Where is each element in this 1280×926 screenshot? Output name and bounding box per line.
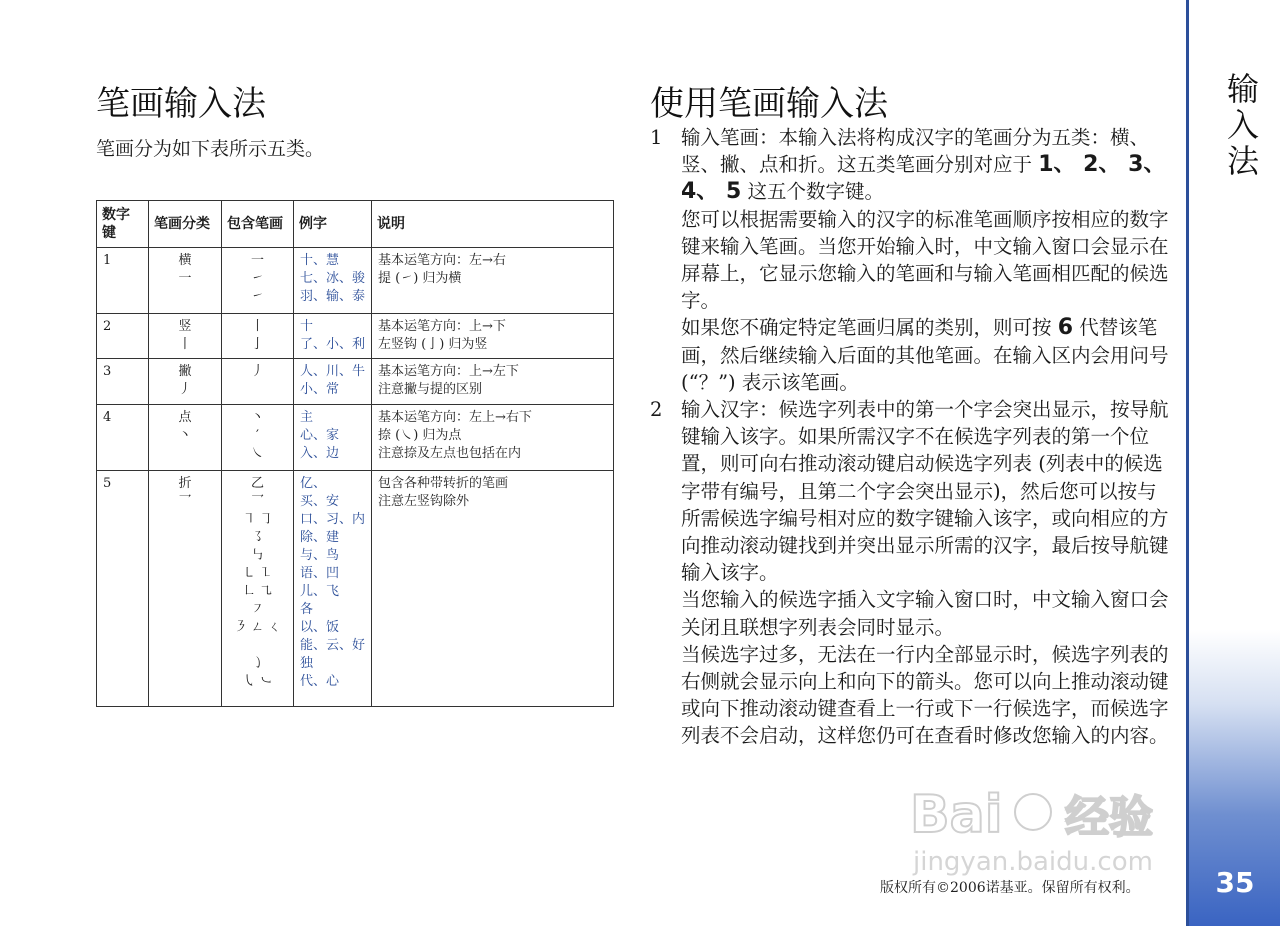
row-strokes-line: ㇀	[250, 271, 264, 286]
row-examples-line: 主	[300, 410, 314, 425]
row-category	[149, 405, 222, 471]
row-examples-line: 十、慧	[300, 253, 340, 268]
header-key: 数字键	[97, 201, 149, 248]
row-strokes-line: ㇁	[250, 656, 264, 671]
row-examples-line: 儿、飞	[300, 584, 340, 599]
stroke-table-row	[97, 471, 614, 707]
row-examples-line: 语、凹	[300, 566, 340, 581]
row-strokes-line: 丨	[250, 319, 264, 334]
row-notes-line: 注意捺及左点也包括在内	[378, 446, 522, 461]
step-1	[650, 124, 1170, 396]
row-category-line: 乛	[178, 494, 192, 509]
step-1-para-2: 您可以根据需要输入的汉字的标准笔画顺序按相应的数字键来输入笔画。当您开始输入时，中文输入窗口会显示在屏幕上，它显示您输入的笔画和与输入笔画相匹配的候选字。	[681, 207, 1169, 313]
row-examples-line: 与、鸟	[300, 548, 340, 563]
row-strokes-line: ㇕ ㇆	[242, 512, 273, 527]
row-examples-line: 各	[300, 602, 314, 617]
row-strokes	[222, 359, 294, 405]
row-examples-line: 心、家	[300, 428, 340, 443]
watermark-url: jingyan.baidu.com	[913, 847, 1153, 877]
baidu-watermark	[905, 770, 1180, 880]
step-1-text-end: 这五个数字键。	[741, 180, 884, 204]
step-2-para-3: 当候选字过多，无法在一行内全部显示时，候选字列表的右侧就会显示向上和向下的箭头。您可以向上推动滚动键或向下推动滚动键查看上一行或下一行候选字，而候选字列表不会启动，这样您仍可在查看时修改您输入的内容。	[681, 642, 1169, 748]
row-key: 2	[97, 314, 149, 359]
watermark-brand: Bai	[910, 785, 1003, 845]
row-strokes-line: 丿	[250, 364, 264, 379]
row-notes-line: 基本运笔方向：左→右	[378, 253, 506, 268]
row-examples-line: 入、边	[300, 446, 340, 461]
row-examples-line: 小、常	[300, 382, 340, 397]
row-notes	[372, 359, 614, 405]
row-strokes-line: ㇌	[250, 530, 264, 545]
row-strokes-line: 乙	[250, 476, 264, 491]
copyright: 版权所有©2006诺基亚。保留所有权利。	[880, 880, 1140, 896]
row-examples-line: 独	[300, 656, 314, 671]
page-number: 35	[1215, 866, 1255, 899]
step-number: 2	[650, 398, 663, 422]
steps-list	[650, 124, 1170, 750]
side-tab-title: 输入法	[1222, 72, 1260, 180]
row-strokes-line: ㇇	[250, 602, 264, 617]
row-examples	[294, 248, 372, 314]
row-strokes-line: 乛	[250, 494, 264, 509]
step-2-para-1: 输入汉字：候选字列表中的第一个字会突出显示，按导航键输入该字。如果所需汉字不在候选字列表的第一个位置，则可向右推动滚动键启动候选字列表 (列表中的候选字带有编号，且第二个字会突出显示)，然后您可以按与所需候选字编号相对应的数字键输入该字，或向相应的方向推动滚动键找到并突出显示所需的汉字，最后按导航键输入该字。	[681, 398, 1169, 585]
row-examples-line: 以、饭	[300, 620, 340, 635]
row-category-line: 折	[178, 476, 192, 491]
row-examples-line: 口、习、内	[300, 512, 366, 527]
row-category	[149, 314, 222, 359]
stroke-table-body	[97, 248, 614, 707]
row-strokes-line: 亅	[250, 337, 264, 352]
row-strokes-line: ㇄ ㇅	[242, 566, 273, 581]
stroke-table-header	[97, 201, 614, 248]
header-notes: 说明	[372, 201, 614, 248]
row-notes-line: 注意撇与提的区别	[378, 382, 483, 397]
row-strokes	[222, 471, 294, 707]
row-key: 5	[97, 471, 149, 707]
row-strokes	[222, 405, 294, 471]
row-notes-line: 包含各种带转折的笔画	[378, 476, 509, 491]
step-1-para-3	[681, 314, 1170, 396]
stroke-table-row	[97, 248, 614, 314]
row-examples-line: 了、小、利	[300, 337, 366, 352]
left-intro: 笔画分为如下表所示五类。	[96, 138, 325, 160]
row-key: 4	[97, 405, 149, 471]
row-strokes-line: ㇂ ㇃	[242, 674, 273, 689]
row-notes-line: 基本运笔方向：左上→右下	[378, 410, 532, 425]
row-category-line: 竖	[178, 319, 192, 334]
stroke-table-row	[97, 314, 614, 359]
stroke-table-row	[97, 359, 614, 405]
right-section-title: 使用笔画输入法	[650, 84, 888, 124]
row-examples-line: 七、冰、骏	[300, 271, 366, 286]
row-category-line: 丨	[178, 337, 192, 352]
watermark-brand-cn: 经验	[1065, 792, 1153, 843]
header-category: 笔画分类	[149, 201, 222, 248]
step-number: 1	[650, 126, 663, 149]
row-examples-line: 除、建	[300, 530, 340, 545]
row-examples	[294, 314, 372, 359]
row-notes-line: 捺 (㇏) 归为点	[378, 428, 462, 443]
row-strokes	[222, 248, 294, 314]
row-category-line: 丶	[178, 428, 192, 443]
row-examples	[294, 471, 372, 707]
row-category	[149, 359, 222, 405]
row-examples-line: 代、心	[300, 674, 340, 689]
row-category-line: 一	[178, 271, 192, 286]
row-category	[149, 471, 222, 707]
row-strokes-line: 丶	[250, 410, 264, 425]
row-strokes-line	[228, 637, 287, 655]
row-strokes-line: ㇀	[250, 289, 264, 304]
step-1-para-3-text: 如果您不确定特定笔画归属的类别，则可按	[681, 316, 1058, 340]
row-strokes	[222, 314, 294, 359]
row-notes	[372, 248, 614, 314]
stroke-table-row	[97, 405, 614, 471]
row-notes-line: 注意左竖钩除外	[378, 494, 470, 509]
row-strokes-line: ㇗ ㇈	[242, 584, 273, 599]
row-examples-line: 十	[300, 319, 314, 334]
row-notes-line: 提 (㇀) 归为横	[378, 271, 462, 286]
row-notes-line: 左竖钩 (亅) 归为竖	[378, 337, 488, 352]
row-examples	[294, 405, 372, 471]
row-notes	[372, 471, 614, 707]
row-notes-line: 基本运笔方向：上→左下	[378, 364, 519, 379]
key-6: 6	[1057, 315, 1074, 341]
row-category-line: 撇	[178, 364, 192, 379]
row-examples	[294, 359, 372, 405]
row-key: 1	[97, 248, 149, 314]
row-examples-line: 羽、输、泰	[300, 289, 366, 304]
row-notes	[372, 405, 614, 471]
row-strokes-line: 一	[250, 253, 264, 268]
stroke-table	[96, 200, 614, 707]
row-examples-line: 亿、	[300, 476, 327, 491]
row-category-line: 点	[178, 410, 192, 425]
step-1-para-1	[681, 124, 1170, 206]
header-examples: 例字	[294, 201, 372, 248]
row-examples-line: 买、安	[300, 494, 340, 509]
header-strokes: 包含笔画	[222, 201, 294, 248]
row-strokes-line: ′	[256, 428, 259, 443]
row-strokes-line: ㇋ ㄥ ㄑ	[233, 620, 282, 635]
row-notes	[372, 314, 614, 359]
row-strokes-line: ㇏	[250, 446, 264, 461]
paw-icon	[1015, 794, 1051, 830]
row-strokes-line: ㇉	[250, 548, 264, 563]
number-keys: 1、 2、 3、 4、 5	[681, 152, 1166, 205]
left-section-title: 笔画输入法	[96, 84, 266, 124]
step-1-para-3-end: 代替该笔画，然后继续输入后面的其他笔画。在输入区内会用问号 (“？”) 表示该笔画。	[681, 316, 1169, 394]
row-notes-line: 基本运笔方向：上→下	[378, 319, 506, 334]
row-examples-line: 能、云、好	[300, 638, 366, 653]
row-examples-line: 人、川、牛	[300, 364, 366, 379]
step-1-text: 输入笔画：本输入法将构成汉字的笔画分为五类：横、竖、撇、点和折。这五类笔画分别对应于	[681, 126, 1150, 177]
row-category-line: 丿	[178, 382, 192, 397]
row-category-line: 横	[178, 253, 192, 268]
row-key: 3	[97, 359, 149, 405]
row-category	[149, 248, 222, 314]
step-2	[650, 396, 1170, 750]
step-2-para-2: 当您输入的候选字插入文字输入窗口时，中文输入窗口会关闭且联想字列表会同时显示。	[681, 588, 1169, 639]
